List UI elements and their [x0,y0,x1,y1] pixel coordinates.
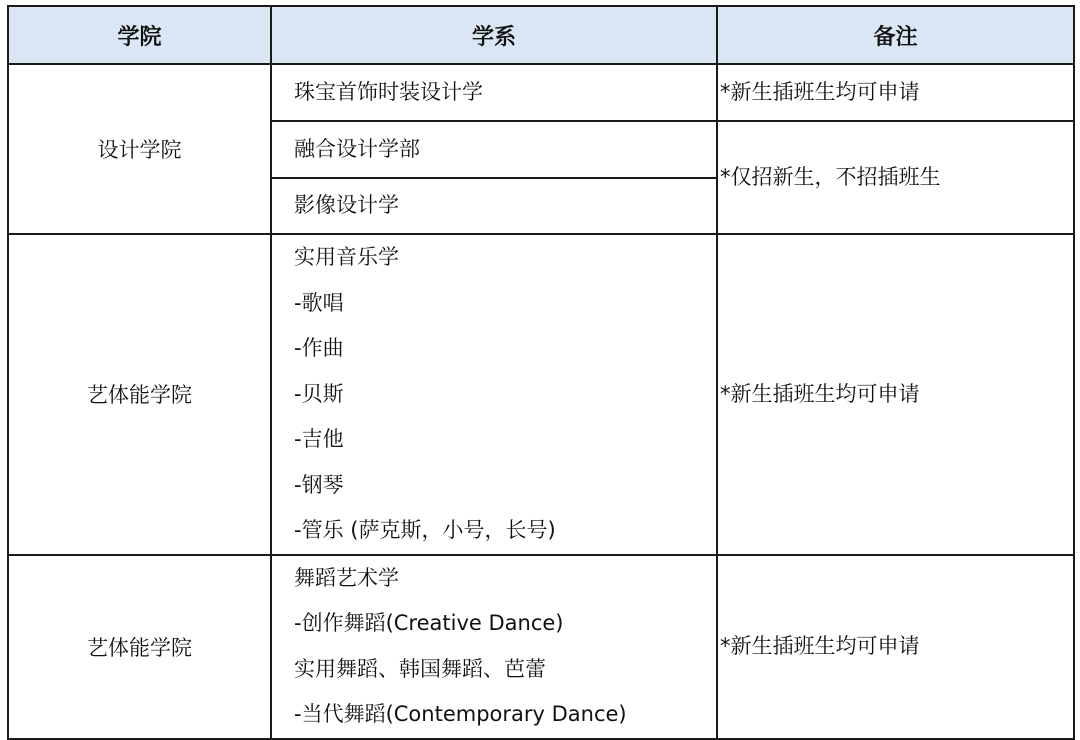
header-row [8,6,1074,64]
department-line: 实用舞蹈、韩国舞蹈、芭蕾 [294,656,546,681]
department-cell [271,555,717,739]
department-cell [271,64,717,121]
table-row [8,555,1074,739]
note-cell [717,234,1074,555]
department-cell [271,121,717,178]
note-text: *新生插班生均可申请 [720,79,920,104]
department-line: -管乐 (萨克斯，小号，长号) [294,518,556,542]
note-cell [717,121,1074,234]
note-text: *新生插班生均可申请 [720,633,920,658]
department-line: -歌唱 [294,290,344,315]
department-cell [271,178,717,234]
department-name: 融合设计学部 [294,136,420,161]
header-department: 学系 [271,6,717,64]
header-college: 学院 [8,6,271,64]
department-name: 影像设计学 [294,193,399,218]
note-cell [717,555,1074,739]
department-cell [271,234,717,555]
department-name: 珠宝首饰时装设计学 [294,79,483,104]
department-line: -贝斯 [294,381,344,406]
college-cell: 设计学院 [8,64,271,234]
header-note: 备注 [717,6,1074,64]
admissions-table [7,5,1075,740]
college-cell: 艺体能学院 [8,555,271,739]
department-line: -吉他 [294,427,344,451]
note-text: *新生插班生均可申请 [720,381,920,406]
table-row [8,64,1074,121]
department-line: 舞蹈艺术学 [294,565,399,590]
department-line: -当代舞蹈(Contemporary Dance) [294,702,627,726]
department-line: -作曲 [294,336,344,360]
department-line: 实用音乐学 [294,245,399,269]
college-cell: 艺体能学院 [8,234,271,555]
note-text: *仅招新生，不招插班生 [720,164,941,189]
table-row [8,234,1074,555]
department-line: -创作舞蹈(Creative Dance) [294,611,564,635]
department-line: -钢琴 [294,472,344,497]
note-cell [717,64,1074,121]
